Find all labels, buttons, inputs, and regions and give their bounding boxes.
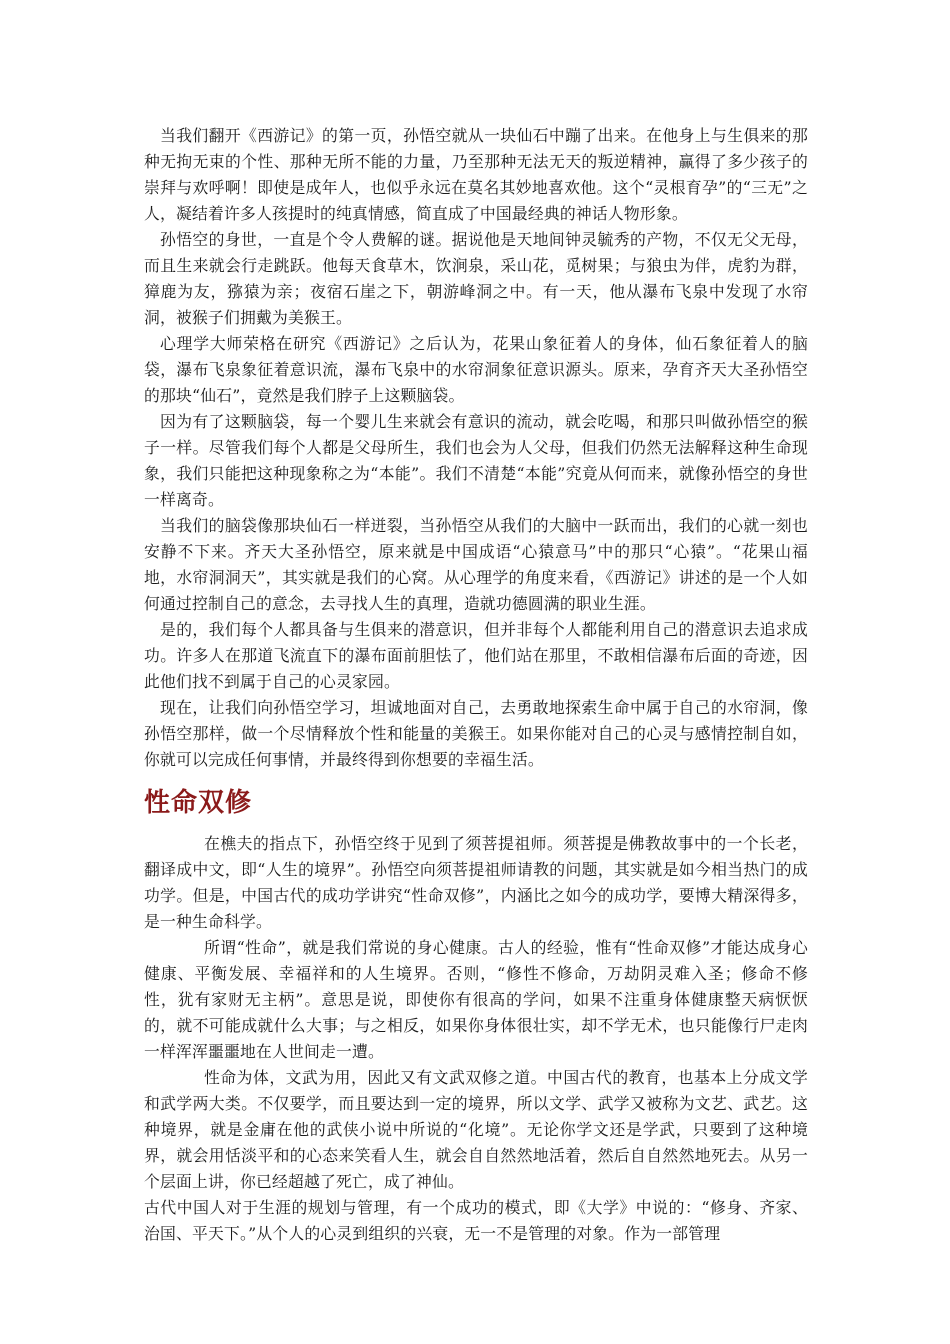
- section-paragraph-4: 古代中国人对于生涯的规划与管理，有一个成功的模式，即《大学》中说的：“修身、齐家、治国、平天下。”从个人的心灵到组织的兴衰，无一不是管理的对象。作为一部管理: [144, 1198, 808, 1243]
- section-paragraph-3: 性命为体，文武为用，因此又有文武双修之道。中国古代的教育，也基本上分成文学和武学两大类。不仅要学，而且要达到一定的境界，所以文学、武学又被称为文艺、武艺。这种境界，就是金庸在他的武侠小说中所说的“化境”。无论你学文还是学武，只要到了这种境界，就会用恬淡平和的心态来笑看人生，就会自自然然地活着，然后自自然然地死去。从另一个层面上讲，你已经超越了死亡，成了神仙。: [144, 1068, 808, 1191]
- intro-paragraph-6: 是的，我们每个人都具备与生俱来的潜意识，但并非每个人都能利用自己的潜意识去追求成功。许多人在那道飞流直下的瀑布面前胆怯了，他们站在那里，不敢相信瀑布后面的奇迹，因此他们找不到属于自己的心灵家园。: [144, 620, 808, 691]
- document-page: [144, 123, 808, 1247]
- intro-paragraph-4: 因为有了这颗脑袋，每一个婴儿生来就会有意识的流动，就会吃喝，和那只叫做孙悟空的猴子一样。尽管我们每个人都是父母所生，我们也会为人父母，但我们仍然无法解释这种生命现象，我们只能把这种现象称之为“本能”。我们不清楚“本能”究竟从何而来，就像孙悟空的身世一样离奇。: [144, 412, 808, 509]
- section-paragraph-1: 在樵夫的指点下，孙悟空终于见到了须菩提祖师。须菩提是佛教故事中的一个长老，翻译成中文，即“人生的境界”。孙悟空向须菩提祖师请教的问题，其实就是如今相当热门的成功学。但是，中国古代的成功学讲究“性命双修”，内涵比之如今的成功学，要博大精深得多，是一种生命科学。: [144, 834, 808, 931]
- intro-paragraph-7: 现在，让我们向孙悟空学习，坦诚地面对自己，去勇敢地探索生命中属于自己的水帘洞，像孙悟空那样，做一个尽情释放个性和能量的美猴王。如果你能对自己的心灵与感情控制自如，你就可以完成任何事情，并最终得到你想要的幸福生活。: [144, 698, 808, 769]
- section-paragraph-2: 所谓“性命”，就是我们常说的身心健康。古人的经验，惟有“性命双修”才能达成身心健康、平衡发展、幸福祥和的人生境界。否则，“修性不修命，万劫阴灵难入圣；修命不修性，犹有家财无主柄”。意思是说，即使你有很高的学问，如果不注重身体健康整天病恹恹的，就不可能成就什么大事；与之相反，如果你身体很壮实，却不学无术，也只能像行尸走肉一样浑浑噩噩地在人世间走一遭。: [144, 938, 808, 1061]
- intro-paragraph-2: 孙悟空的身世，一直是个令人费解的谜。据说他是天地间钟灵毓秀的产物，不仅无父无母，而且生来就会行走跳跃。他每天食草木，饮涧泉，采山花，觅树果；与狼虫为伴，虎豹为群，獐鹿为友，猕猿为亲；夜宿石崖之下，朝游峰洞之中。有一天，他从瀑布飞泉中发现了水帘洞，被猴子们拥戴为美猴王。: [144, 230, 808, 327]
- intro-paragraph-5: 当我们的脑袋像那块仙石一样迸裂，当孙悟空从我们的大脑中一跃而出，我们的心就一刻也安静不下来。齐天大圣孙悟空，原来就是中国成语“心猿意马”中的那只“心猿”。“花果山福地，水帘洞洞天”，其实就是我们的心窝。从心理学的角度来看，《西游记》讲述的是一个人如何通过控制自己的意念，去寻找人生的真理，造就功德圆满的职业生涯。: [144, 516, 808, 613]
- section-heading: 性命双修: [144, 788, 253, 818]
- intro-paragraph-3: 心理学大师荣格在研究《西游记》之后认为，花果山象征着人的身体，仙石象征着人的脑袋，瀑布飞泉象征着意识流，瀑布飞泉中的水帘洞象征意识源头。原来，孕育齐天大圣孙悟空的那块“仙石”，竟然是我们脖子上这颗脑袋。: [144, 334, 808, 405]
- intro-paragraph-1: 当我们翻开《西游记》的第一页，孙悟空就从一块仙石中蹦了出来。在他身上与生俱来的那种无拘无束的个性、那种无所不能的力量，乃至那种无法无天的叛逆精神，赢得了多少孩子的崇拜与欢呼啊！即使是成年人，也似乎永远在莫名其妙地喜欢他。这个“灵根育孕”的“三无”之人，凝结着许多人孩提时的纯真情感，简直成了中国最经典的神话人物形象。: [144, 126, 808, 223]
